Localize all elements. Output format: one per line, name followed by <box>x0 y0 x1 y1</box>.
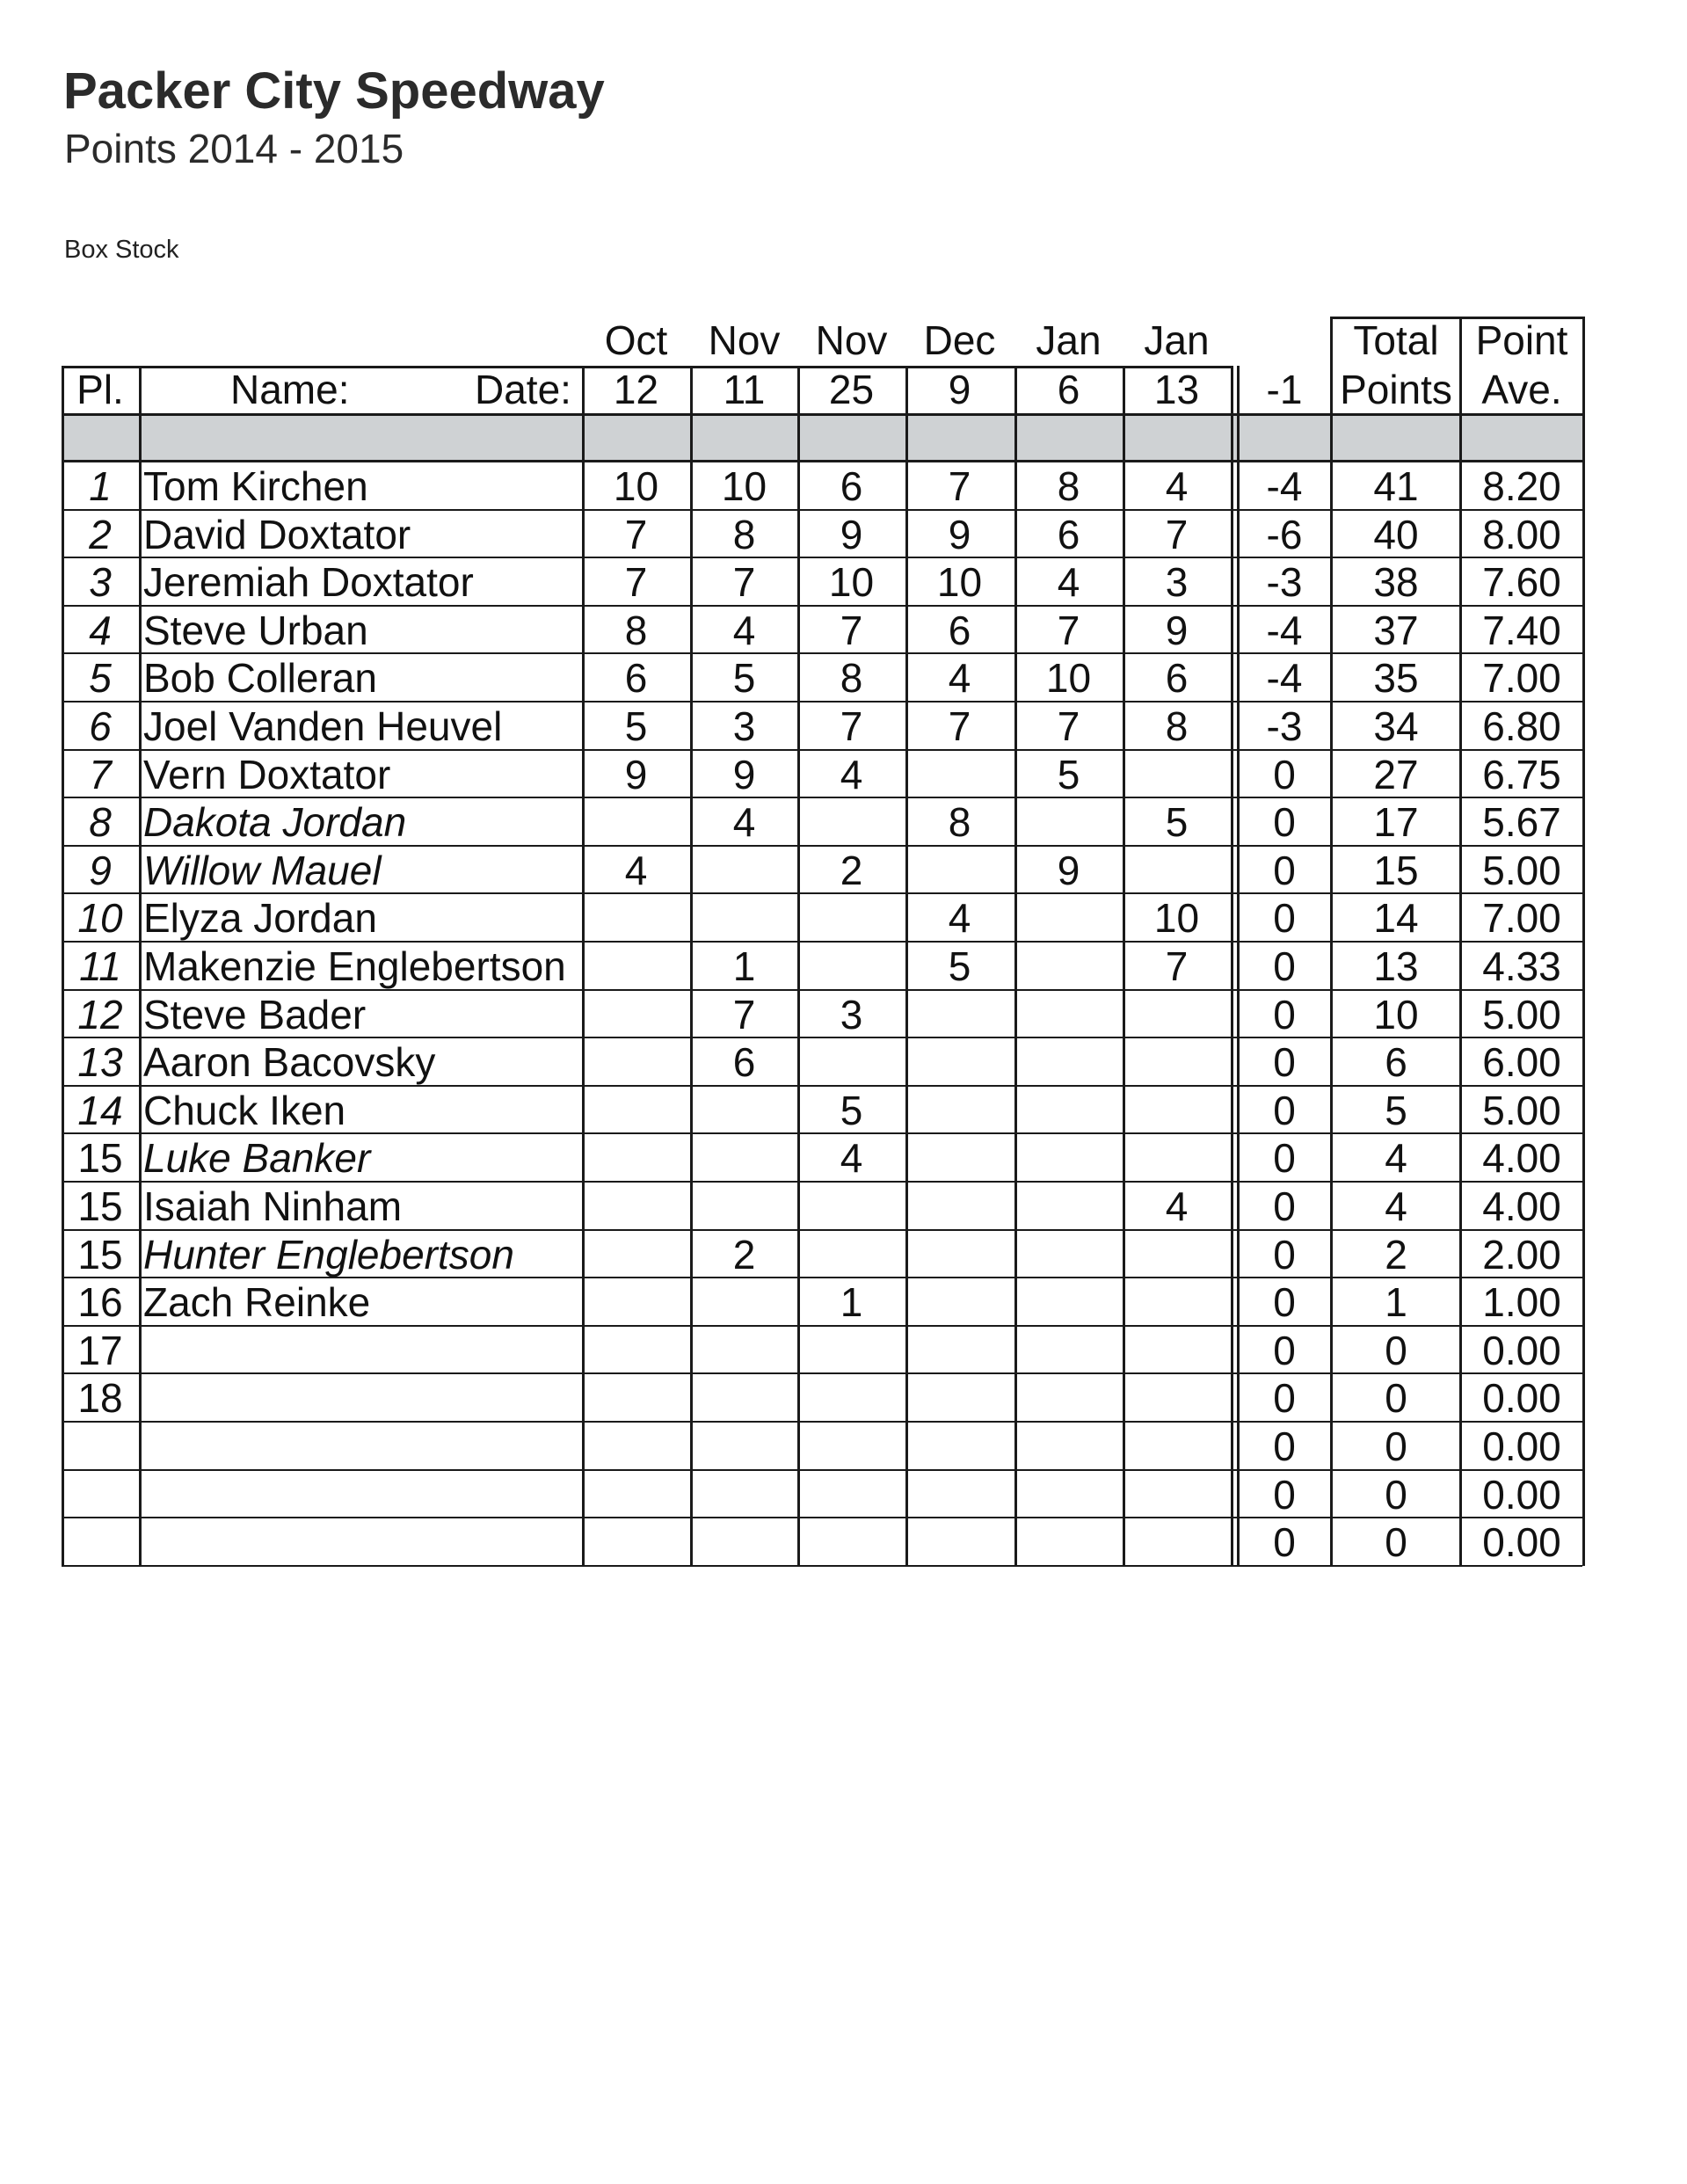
total-points-cell: 1 <box>1385 1279 1407 1326</box>
drop-cell: 0 <box>1273 1423 1296 1469</box>
grid-vline <box>1231 366 1233 1566</box>
score-cell <box>582 1327 690 1374</box>
total-points-cell: 27 <box>1373 751 1419 797</box>
score-cell <box>1014 1327 1123 1374</box>
score-cell <box>1014 1518 1123 1566</box>
total-points-cell: 40 <box>1373 511 1419 557</box>
score-cell <box>690 847 798 894</box>
score-cell <box>905 1087 1014 1134</box>
score-cell <box>1123 1278 1231 1326</box>
score-cell <box>1014 1231 1123 1278</box>
drop-cell: -4 <box>1266 655 1303 702</box>
score-cell <box>1014 1134 1123 1182</box>
place-cell: 2 <box>89 511 112 557</box>
score-cell: 10 <box>1153 895 1200 942</box>
driver-name: Bob Colleran <box>143 655 377 702</box>
point-average-cell: 6.80 <box>1482 703 1561 749</box>
total-points-cell: 10 <box>1373 991 1419 1037</box>
score-cell: 3 <box>1165 559 1189 606</box>
drop-cell: 0 <box>1273 1135 1296 1182</box>
score-cell: 8 <box>948 799 971 846</box>
score-cell: 5 <box>1057 751 1080 797</box>
place-cell: 17 <box>77 1327 123 1373</box>
place-cell <box>62 1518 139 1566</box>
point-average-cell: 7.60 <box>1482 559 1561 606</box>
page-title: Packer City Speedway <box>63 62 605 120</box>
place-cell: 1 <box>89 463 112 509</box>
total-points-cell: 0 <box>1385 1519 1407 1566</box>
score-cell: 7 <box>1165 943 1189 989</box>
score-cell: 9 <box>1165 607 1189 653</box>
driver-name <box>143 1374 583 1422</box>
driver-name: Steve Bader <box>143 991 367 1037</box>
score-cell <box>1014 894 1123 942</box>
drop-cell: 0 <box>1273 847 1296 893</box>
driver-name <box>143 1423 583 1470</box>
score-cell: 4 <box>624 847 648 893</box>
score-cell: 6 <box>840 463 863 509</box>
driver-name: Chuck Iken <box>143 1087 346 1133</box>
driver-name <box>143 1518 583 1566</box>
score-cell <box>582 1423 690 1470</box>
score-cell <box>1123 751 1231 798</box>
place-cell: 11 <box>79 943 121 989</box>
score-cell: 10 <box>936 559 983 606</box>
score-cell <box>582 991 690 1038</box>
place-cell: 9 <box>89 847 112 893</box>
score-cell <box>690 1518 798 1566</box>
score-cell: 7 <box>948 463 971 509</box>
drop-cell: 0 <box>1273 1231 1296 1278</box>
date-day-3: 25 <box>828 367 875 412</box>
score-cell: 9 <box>840 511 863 557</box>
score-cell: 7 <box>840 607 863 653</box>
score-cell: 7 <box>1057 703 1080 749</box>
total-points-cell: 4 <box>1385 1135 1407 1182</box>
score-cell <box>1014 991 1123 1038</box>
score-cell: 7 <box>732 559 756 606</box>
driver-name: Zach Reinke <box>143 1279 371 1326</box>
driver-name: Aaron Bacovsky <box>143 1039 436 1086</box>
score-cell: 7 <box>948 703 971 749</box>
driver-name: Vern Doxtator <box>143 751 391 797</box>
date-day-2: 11 <box>723 367 766 412</box>
place-cell: 12 <box>77 991 123 1037</box>
score-cell: 5 <box>624 703 648 749</box>
score-cell <box>582 1518 690 1566</box>
score-cell: 9 <box>732 751 756 797</box>
score-cell <box>905 1374 1014 1422</box>
score-cell <box>1123 1231 1231 1278</box>
score-cell <box>797 1231 905 1278</box>
date-header: Date: <box>475 367 571 412</box>
drop-cell: 0 <box>1273 895 1296 942</box>
score-cell: 10 <box>721 463 767 509</box>
score-cell <box>797 1518 905 1566</box>
score-cell <box>1123 847 1231 894</box>
driver-name: Willow Mauel <box>143 847 382 893</box>
drop-cell: -3 <box>1266 559 1303 606</box>
score-cell <box>905 1327 1014 1374</box>
drop-cell: 0 <box>1273 1519 1296 1566</box>
place-cell: 13 <box>77 1039 123 1086</box>
score-cell: 1 <box>732 943 756 989</box>
driver-name: Dakota Jordan <box>143 799 407 846</box>
score-cell <box>1123 1518 1231 1566</box>
score-cell <box>905 1471 1014 1518</box>
score-cell <box>690 1374 798 1422</box>
point-average-cell: 5.67 <box>1482 799 1561 846</box>
score-cell <box>582 1134 690 1182</box>
place-cell: 8 <box>89 799 112 846</box>
drop-cell: 0 <box>1273 1327 1296 1373</box>
score-cell: 6 <box>1057 511 1080 557</box>
driver-name: Joel Vanden Heuvel <box>143 703 503 749</box>
score-cell <box>905 1278 1014 1326</box>
driver-name: David Doxtator <box>143 511 411 557</box>
score-cell <box>905 847 1014 894</box>
total-points-cell: 0 <box>1385 1375 1407 1422</box>
place-cell: 10 <box>77 895 123 942</box>
total-points-cell: 6 <box>1385 1039 1407 1086</box>
score-cell: 7 <box>840 703 863 749</box>
total-points-cell: 0 <box>1385 1423 1407 1469</box>
total-points-cell: 17 <box>1373 799 1419 846</box>
driver-name: Tom Kirchen <box>143 463 368 509</box>
total-points-cell: 0 <box>1385 1471 1407 1518</box>
drop-cell: -3 <box>1266 703 1303 749</box>
total-points-cell: 4 <box>1385 1183 1407 1229</box>
score-cell: 7 <box>624 511 648 557</box>
score-cell <box>690 1327 798 1374</box>
drop-cell: -6 <box>1266 511 1303 557</box>
score-cell <box>1014 1471 1123 1518</box>
score-cell <box>1014 1278 1123 1326</box>
grid-vline <box>139 366 142 1566</box>
score-cell <box>905 1231 1014 1278</box>
score-cell: 4 <box>732 607 756 653</box>
score-cell <box>905 1038 1014 1086</box>
score-cell: 8 <box>732 511 756 557</box>
score-cell <box>797 1327 905 1374</box>
drop-cell: -4 <box>1266 607 1303 653</box>
point-average-cell: 0.00 <box>1482 1423 1561 1469</box>
drop-cell: 0 <box>1273 943 1296 989</box>
driver-name: Jeremiah Doxtator <box>143 559 474 606</box>
point-average-cell: 5.00 <box>1482 847 1561 893</box>
score-cell: 6 <box>1165 655 1189 702</box>
driver-name: Makenzie Englebertson <box>143 943 566 989</box>
score-cell: 1 <box>840 1279 863 1326</box>
total-points-cell: 37 <box>1373 607 1419 653</box>
score-cell: 4 <box>840 751 863 797</box>
place-cell: 15 <box>77 1135 123 1182</box>
score-cell: 5 <box>840 1087 863 1133</box>
place-cell <box>62 1471 139 1518</box>
score-cell <box>1123 1471 1231 1518</box>
score-cell <box>1123 1327 1231 1374</box>
score-cell: 4 <box>840 1135 863 1182</box>
drop-cell: 0 <box>1273 799 1296 846</box>
drop-cell: 0 <box>1273 1039 1296 1086</box>
score-cell: 10 <box>1045 655 1092 702</box>
driver-name: Steve Urban <box>143 607 368 653</box>
avg-header-top: Point <box>1475 317 1568 363</box>
score-cell <box>1014 1038 1123 1086</box>
place-cell: 4 <box>89 607 112 653</box>
score-cell <box>1014 1183 1123 1230</box>
total-points-cell: 15 <box>1373 847 1419 893</box>
name-header: Name: <box>230 367 350 412</box>
score-cell <box>690 1423 798 1470</box>
score-cell: 2 <box>840 847 863 893</box>
total-points-cell: 0 <box>1385 1327 1407 1373</box>
date-month-4: Dec <box>923 317 996 363</box>
score-cell: 9 <box>1057 847 1080 893</box>
score-cell: 9 <box>948 511 971 557</box>
score-cell <box>797 1038 905 1086</box>
score-cell <box>797 1183 905 1230</box>
point-average-cell: 7.00 <box>1482 655 1561 702</box>
total-header-top: Total <box>1353 317 1439 363</box>
point-average-cell: 0.00 <box>1482 1519 1561 1566</box>
score-cell: 7 <box>1057 607 1080 653</box>
score-cell: 6 <box>732 1039 756 1086</box>
driver-name <box>143 1327 583 1374</box>
point-average-cell: 7.00 <box>1482 895 1561 942</box>
score-cell <box>905 1423 1014 1470</box>
score-cell: 10 <box>828 559 875 606</box>
drop-cell: -4 <box>1266 463 1303 509</box>
score-cell <box>582 894 690 942</box>
place-header: Pl. <box>76 367 124 412</box>
place-cell <box>62 1423 139 1470</box>
point-average-cell: 5.00 <box>1482 991 1561 1037</box>
score-cell: 6 <box>948 607 971 653</box>
date-day-4: 9 <box>948 367 971 412</box>
total-points-cell: 14 <box>1373 895 1419 942</box>
date-month-2: Nov <box>708 317 781 363</box>
score-cell: 4 <box>1165 1183 1189 1229</box>
score-cell <box>797 1374 905 1422</box>
date-day-1: 12 <box>613 367 659 412</box>
score-cell <box>582 1087 690 1134</box>
point-average-cell: 4.00 <box>1482 1183 1561 1229</box>
score-cell <box>1123 1374 1231 1422</box>
total-points-cell: 41 <box>1373 463 1419 509</box>
score-cell <box>1014 1423 1123 1470</box>
score-cell: 2 <box>732 1231 756 1278</box>
score-cell: 7 <box>1165 511 1189 557</box>
total-points-cell: 38 <box>1373 559 1419 606</box>
drop-cell: 0 <box>1273 1471 1296 1518</box>
score-cell <box>690 894 798 942</box>
score-cell: 7 <box>624 559 648 606</box>
class-label: Box Stock <box>64 236 179 264</box>
date-day-6: 13 <box>1153 367 1200 412</box>
driver-name: Isaiah Ninham <box>143 1183 403 1229</box>
driver-name <box>143 1471 583 1518</box>
total-points-cell: 5 <box>1385 1087 1407 1133</box>
score-cell <box>797 894 905 942</box>
date-month-6: Jan <box>1144 317 1210 363</box>
score-cell <box>1123 1134 1231 1182</box>
score-cell <box>582 1231 690 1278</box>
score-cell <box>690 1183 798 1230</box>
point-average-cell: 8.00 <box>1482 511 1561 557</box>
point-average-cell: 5.00 <box>1482 1087 1561 1133</box>
score-cell <box>582 1471 690 1518</box>
place-cell: 16 <box>77 1279 123 1326</box>
point-average-cell: 2.00 <box>1482 1231 1561 1278</box>
point-average-cell: 6.00 <box>1482 1039 1561 1086</box>
place-cell: 7 <box>89 751 112 797</box>
point-average-cell: 4.00 <box>1482 1135 1561 1182</box>
score-cell <box>690 1278 798 1326</box>
score-cell <box>905 1134 1014 1182</box>
point-average-cell: 0.00 <box>1482 1327 1561 1373</box>
total-points-cell: 2 <box>1385 1231 1407 1278</box>
point-average-cell: 4.33 <box>1482 943 1561 989</box>
score-cell: 5 <box>1165 799 1189 846</box>
grid-vline <box>1582 317 1585 1566</box>
page-subtitle: Points 2014 - 2015 <box>64 126 404 171</box>
point-average-cell: 1.00 <box>1482 1279 1561 1326</box>
score-cell: 4 <box>732 799 756 846</box>
header-bottom-border <box>62 413 1582 416</box>
total-points-cell: 34 <box>1373 703 1419 749</box>
driver-name: Hunter Englebertson <box>143 1231 514 1278</box>
driver-name: Elyza Jordan <box>143 895 377 942</box>
score-cell <box>905 1183 1014 1230</box>
score-cell: 4 <box>1057 559 1080 606</box>
score-cell: 6 <box>624 655 648 702</box>
place-cell: 18 <box>77 1375 123 1422</box>
point-average-cell: 7.40 <box>1482 607 1561 653</box>
place-cell: 6 <box>89 703 112 749</box>
score-cell: 4 <box>1165 463 1189 509</box>
drop-cell: 0 <box>1273 1183 1296 1229</box>
score-cell: 9 <box>624 751 648 797</box>
score-cell <box>905 751 1014 798</box>
score-cell: 5 <box>948 943 971 989</box>
score-cell <box>797 1471 905 1518</box>
score-cell: 10 <box>613 463 659 509</box>
score-cell <box>1123 1423 1231 1470</box>
date-day-5: 6 <box>1057 367 1080 412</box>
point-average-cell: 8.20 <box>1482 463 1561 509</box>
date-month-5: Jan <box>1036 317 1102 363</box>
point-average-cell: 0.00 <box>1482 1471 1561 1518</box>
score-cell <box>582 943 690 990</box>
score-cell: 8 <box>1165 703 1189 749</box>
score-cell: 3 <box>840 991 863 1037</box>
total-points-cell: 13 <box>1373 943 1419 989</box>
score-cell <box>1014 1374 1123 1422</box>
score-cell <box>797 943 905 990</box>
total-points-cell: 35 <box>1373 655 1419 702</box>
score-cell <box>582 1038 690 1086</box>
drop-cell: 0 <box>1273 1375 1296 1422</box>
place-cell: 3 <box>89 559 112 606</box>
score-cell <box>797 798 905 846</box>
score-cell: 4 <box>948 655 971 702</box>
total-header-bottom: Points <box>1340 367 1452 412</box>
score-cell <box>1123 1038 1231 1086</box>
score-cell: 8 <box>624 607 648 653</box>
drop-cell: 0 <box>1273 1279 1296 1326</box>
score-cell <box>1123 1087 1231 1134</box>
score-cell <box>690 1087 798 1134</box>
score-cell: 8 <box>1057 463 1080 509</box>
drop-cell: 0 <box>1273 1087 1296 1133</box>
score-cell <box>690 1134 798 1182</box>
score-cell <box>905 991 1014 1038</box>
score-cell: 3 <box>732 703 756 749</box>
score-cell <box>797 1423 905 1470</box>
score-cell <box>1014 943 1123 990</box>
score-cell <box>1014 1087 1123 1134</box>
point-average-cell: 0.00 <box>1482 1375 1561 1422</box>
driver-name: Luke Banker <box>143 1135 371 1182</box>
score-cell: 5 <box>732 655 756 702</box>
score-cell <box>582 1374 690 1422</box>
avg-header-bottom: Ave. <box>1481 367 1562 412</box>
score-cell <box>690 1471 798 1518</box>
score-cell <box>1014 798 1123 846</box>
date-month-1: Oct <box>604 317 668 363</box>
score-cell: 7 <box>732 991 756 1037</box>
place-cell: 15 <box>77 1183 123 1229</box>
place-cell: 14 <box>77 1087 123 1133</box>
drop-cell: 0 <box>1273 751 1296 797</box>
score-cell: 8 <box>840 655 863 702</box>
score-cell <box>905 1518 1014 1566</box>
score-cell <box>582 798 690 846</box>
score-cell: 4 <box>948 895 971 942</box>
place-cell: 15 <box>77 1231 123 1278</box>
place-cell: 5 <box>89 655 112 702</box>
score-cell <box>1123 991 1231 1038</box>
point-average-cell: 6.75 <box>1482 751 1561 797</box>
score-cell <box>582 1183 690 1230</box>
drop-header: -1 <box>1266 367 1303 412</box>
date-month-3: Nov <box>815 317 888 363</box>
score-cell <box>582 1278 690 1326</box>
drop-cell: 0 <box>1273 991 1296 1037</box>
